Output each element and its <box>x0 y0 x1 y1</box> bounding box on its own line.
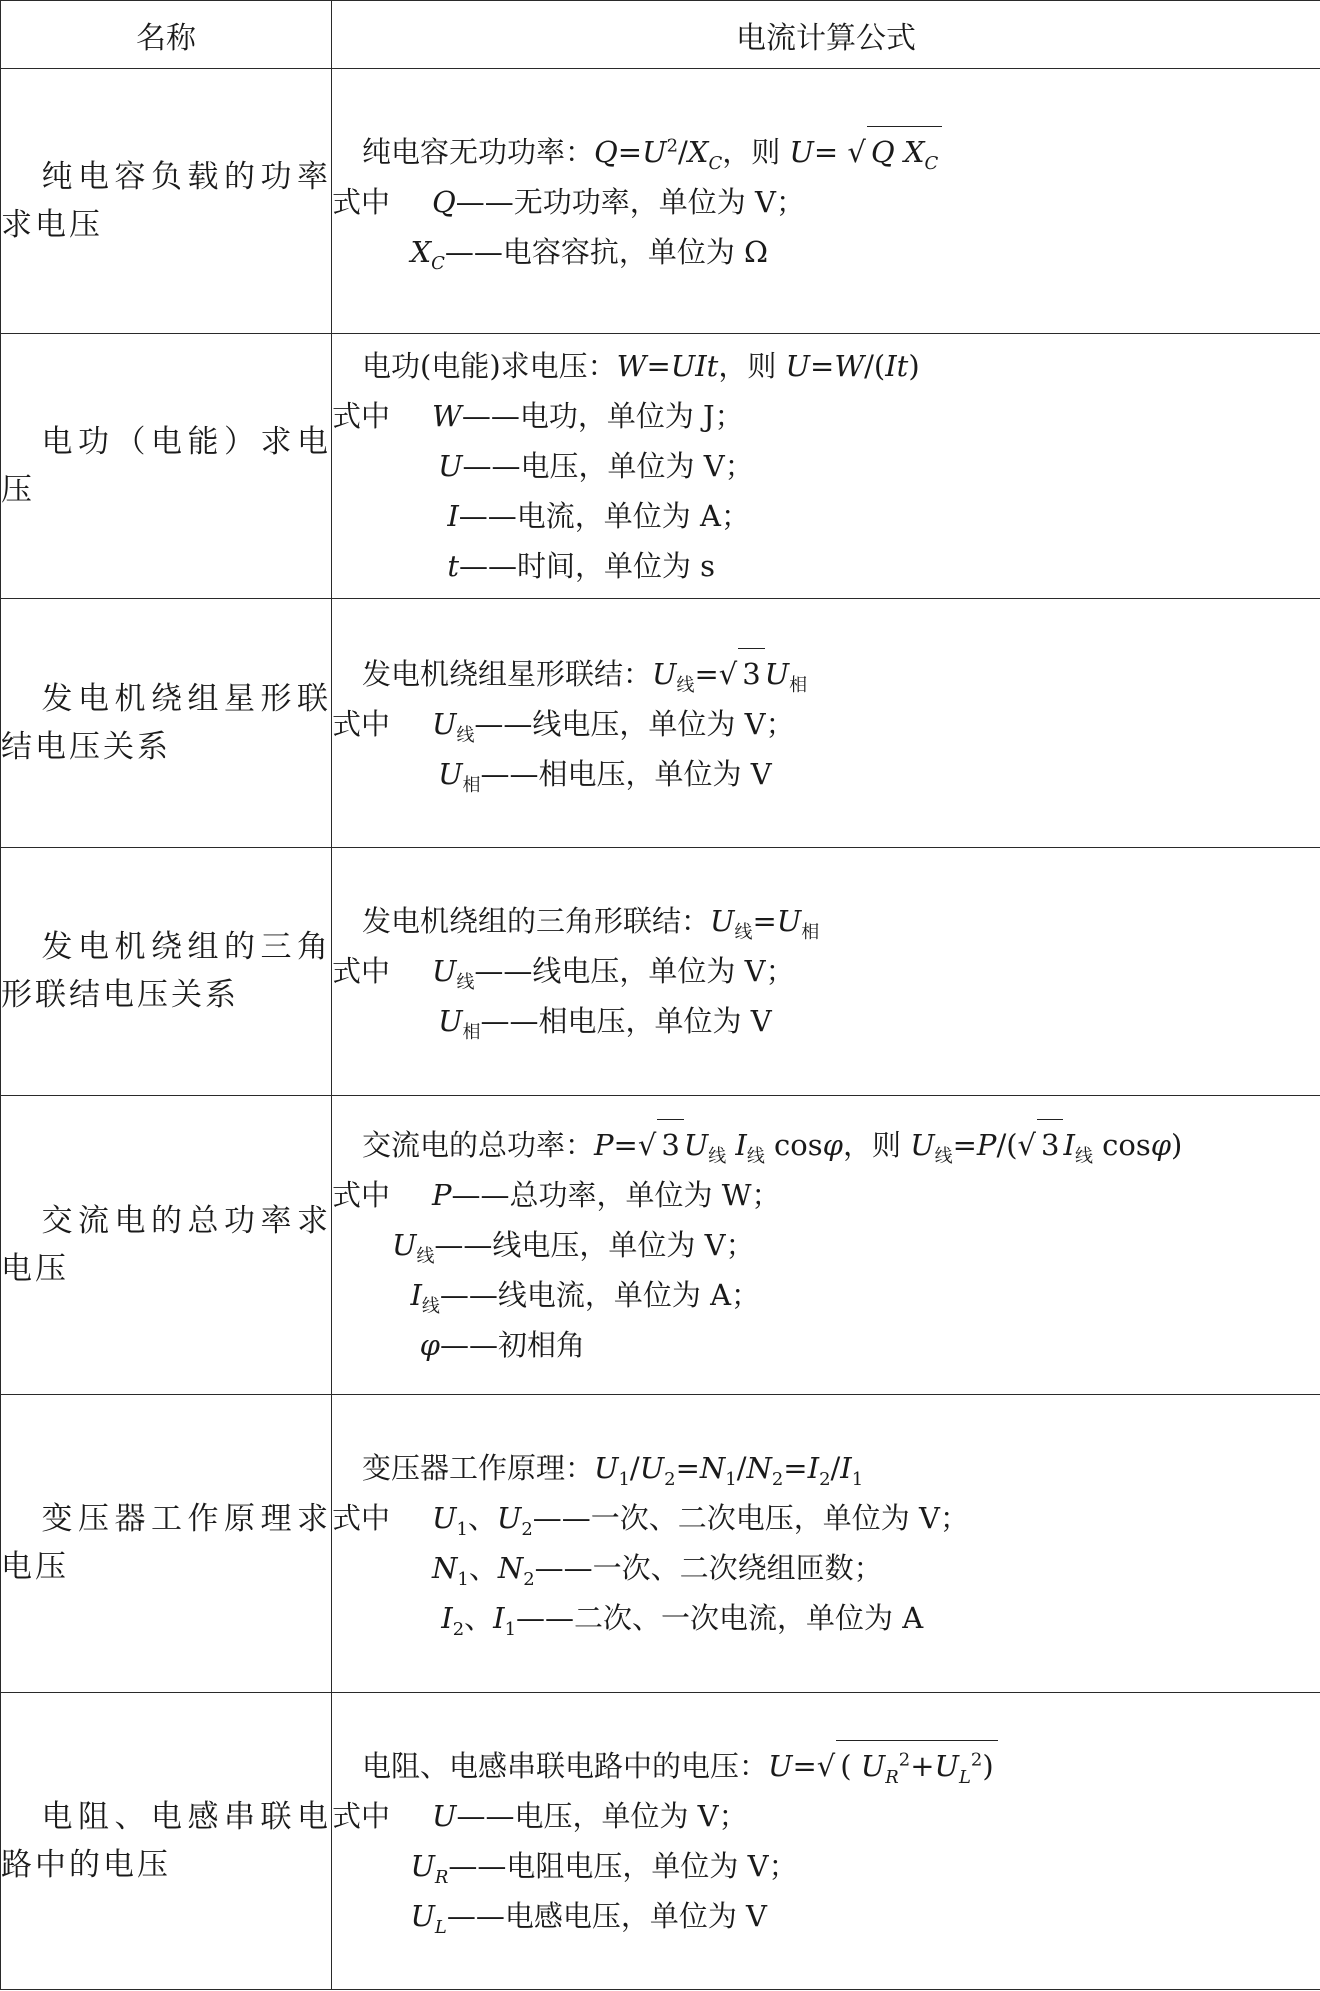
definition-line: 式中 P——总功率，单位为 W； <box>332 1170 1320 1220</box>
definition-line: $X_C——$电容容抗，单位为 Ω <box>410 234 769 274</box>
row-name-cell <box>1 1095 332 1394</box>
definition-line: $I_2$、$I_1——$二次、一次电流，单位为 A <box>441 1601 924 1641</box>
definition-line: 式中 $U_线——$线电压，单位为 V； <box>332 946 1320 996</box>
formula-title: 发电机绕组星形联结：$U_线=√$ 3 $U_相$ <box>332 648 1320 699</box>
formula-lead: 式中 <box>332 1178 391 1213</box>
formula-title: 交流电的总功率：P=√ 3 $U_线$ $I_线$ cosφ，则 $U_线=P/(√$ 3 $I_线$ cosφ) <box>332 1119 1320 1170</box>
row-name-cell <box>1 599 332 848</box>
definition-line: $I_线——$线电流，单位为 A； <box>410 1278 761 1318</box>
row-name: 电功（电能）求电压 <box>1 424 331 509</box>
formula-lead: 式中 <box>332 1799 391 1834</box>
row-name-cell <box>1 847 332 1095</box>
definition-line: $U_相——$相电压，单位为 V <box>438 756 772 796</box>
formula-cell <box>332 69 1320 334</box>
row-name: 发电机绕组的三角形联结电压关系 <box>1 929 331 1014</box>
table-row <box>1 1095 1320 1394</box>
definition-line: $U_线——$线电压，单位为 V； <box>392 1228 755 1268</box>
row-name: 变压器工作原理求电压 <box>1 1501 331 1586</box>
table-row <box>1 847 1320 1095</box>
definition-line: U——电压，单位为 V； <box>438 449 754 484</box>
formula-lead: 式中 <box>332 706 391 741</box>
definition-line: $U_R——$电阻电压，单位为 V； <box>410 1849 798 1889</box>
formula-title: 电功(电能)求电压：W=UIt，则 U=W/(It) <box>362 349 920 384</box>
formula-lead: 式中 <box>332 399 391 434</box>
formula-cell <box>332 334 1320 599</box>
definition-line: 式中 $U_1$、$U_2——$一次、二次电压，单位为 V； <box>332 1493 1320 1543</box>
definition-line: I——电流，单位为 A； <box>447 499 750 534</box>
definition-line: 式中 $U_线——$线电压，单位为 V； <box>332 699 1320 749</box>
header-row <box>1 1 1320 69</box>
definition-line: $U_相——$相电压，单位为 V <box>438 1004 772 1044</box>
row-name: 发电机绕组星形联结电压关系 <box>1 681 331 766</box>
row-name: 交流电的总功率求电压 <box>1 1202 331 1287</box>
header-formula: 电流计算公式 <box>332 1 1320 69</box>
table-row <box>1 334 1320 599</box>
row-name-cell <box>1 1692 332 1989</box>
definition-line: t——时间，单位为 s <box>447 549 716 584</box>
formula-lead: 式中 <box>332 184 391 219</box>
formula-title: 电阻、电感串联电路中的电压：U=√ ( $U_R^2+U_L^2$) <box>332 1740 1320 1791</box>
formula-cell <box>332 1095 1320 1394</box>
row-name-cell <box>1 69 332 334</box>
definition-line: $N_1$、$N_2——$一次、二次绕组匝数； <box>432 1551 883 1591</box>
definition-line: 式中 Q——无功功率，单位为 V； <box>332 177 1320 227</box>
formula-title: 变压器工作原理：$U_1/U_2=N_1/N_2=I_2/I_1$ <box>362 1451 864 1491</box>
table-row <box>1 1692 1320 1989</box>
row-name: 纯电容负载的功率求电压 <box>1 159 331 244</box>
definition-line: φ——初相角 <box>419 1328 585 1363</box>
formula-cell <box>332 1394 1320 1692</box>
table-row <box>1 599 1320 848</box>
table-row <box>1 1394 1320 1692</box>
row-name-cell <box>1 334 332 599</box>
formula-title: 纯电容无功功率：$Q=U^2/X_C$，则 U= √ Q $X_C$ <box>332 126 1320 177</box>
table-row <box>1 69 1320 334</box>
definition-line: $U_L——$电感电压，单位为 V <box>410 1899 767 1939</box>
row-name: 电阻、电感串联电路中的电压 <box>1 1798 331 1883</box>
formula-cell <box>332 1692 1320 1989</box>
formula-cell <box>332 599 1320 848</box>
header-name: 名称 <box>1 1 332 69</box>
definition-line: 式中 W——电功，单位为 J； <box>332 391 1320 441</box>
definition-line: 式中 U——电压，单位为 V； <box>332 1791 1320 1841</box>
formula-cell <box>332 847 1320 1095</box>
formula-lead: 式中 <box>332 1501 391 1536</box>
row-name-cell <box>1 1394 332 1692</box>
formula-title: 发电机绕组的三角形联结：$U_线=U_相$ <box>362 904 820 944</box>
formula-lead: 式中 <box>332 954 391 989</box>
